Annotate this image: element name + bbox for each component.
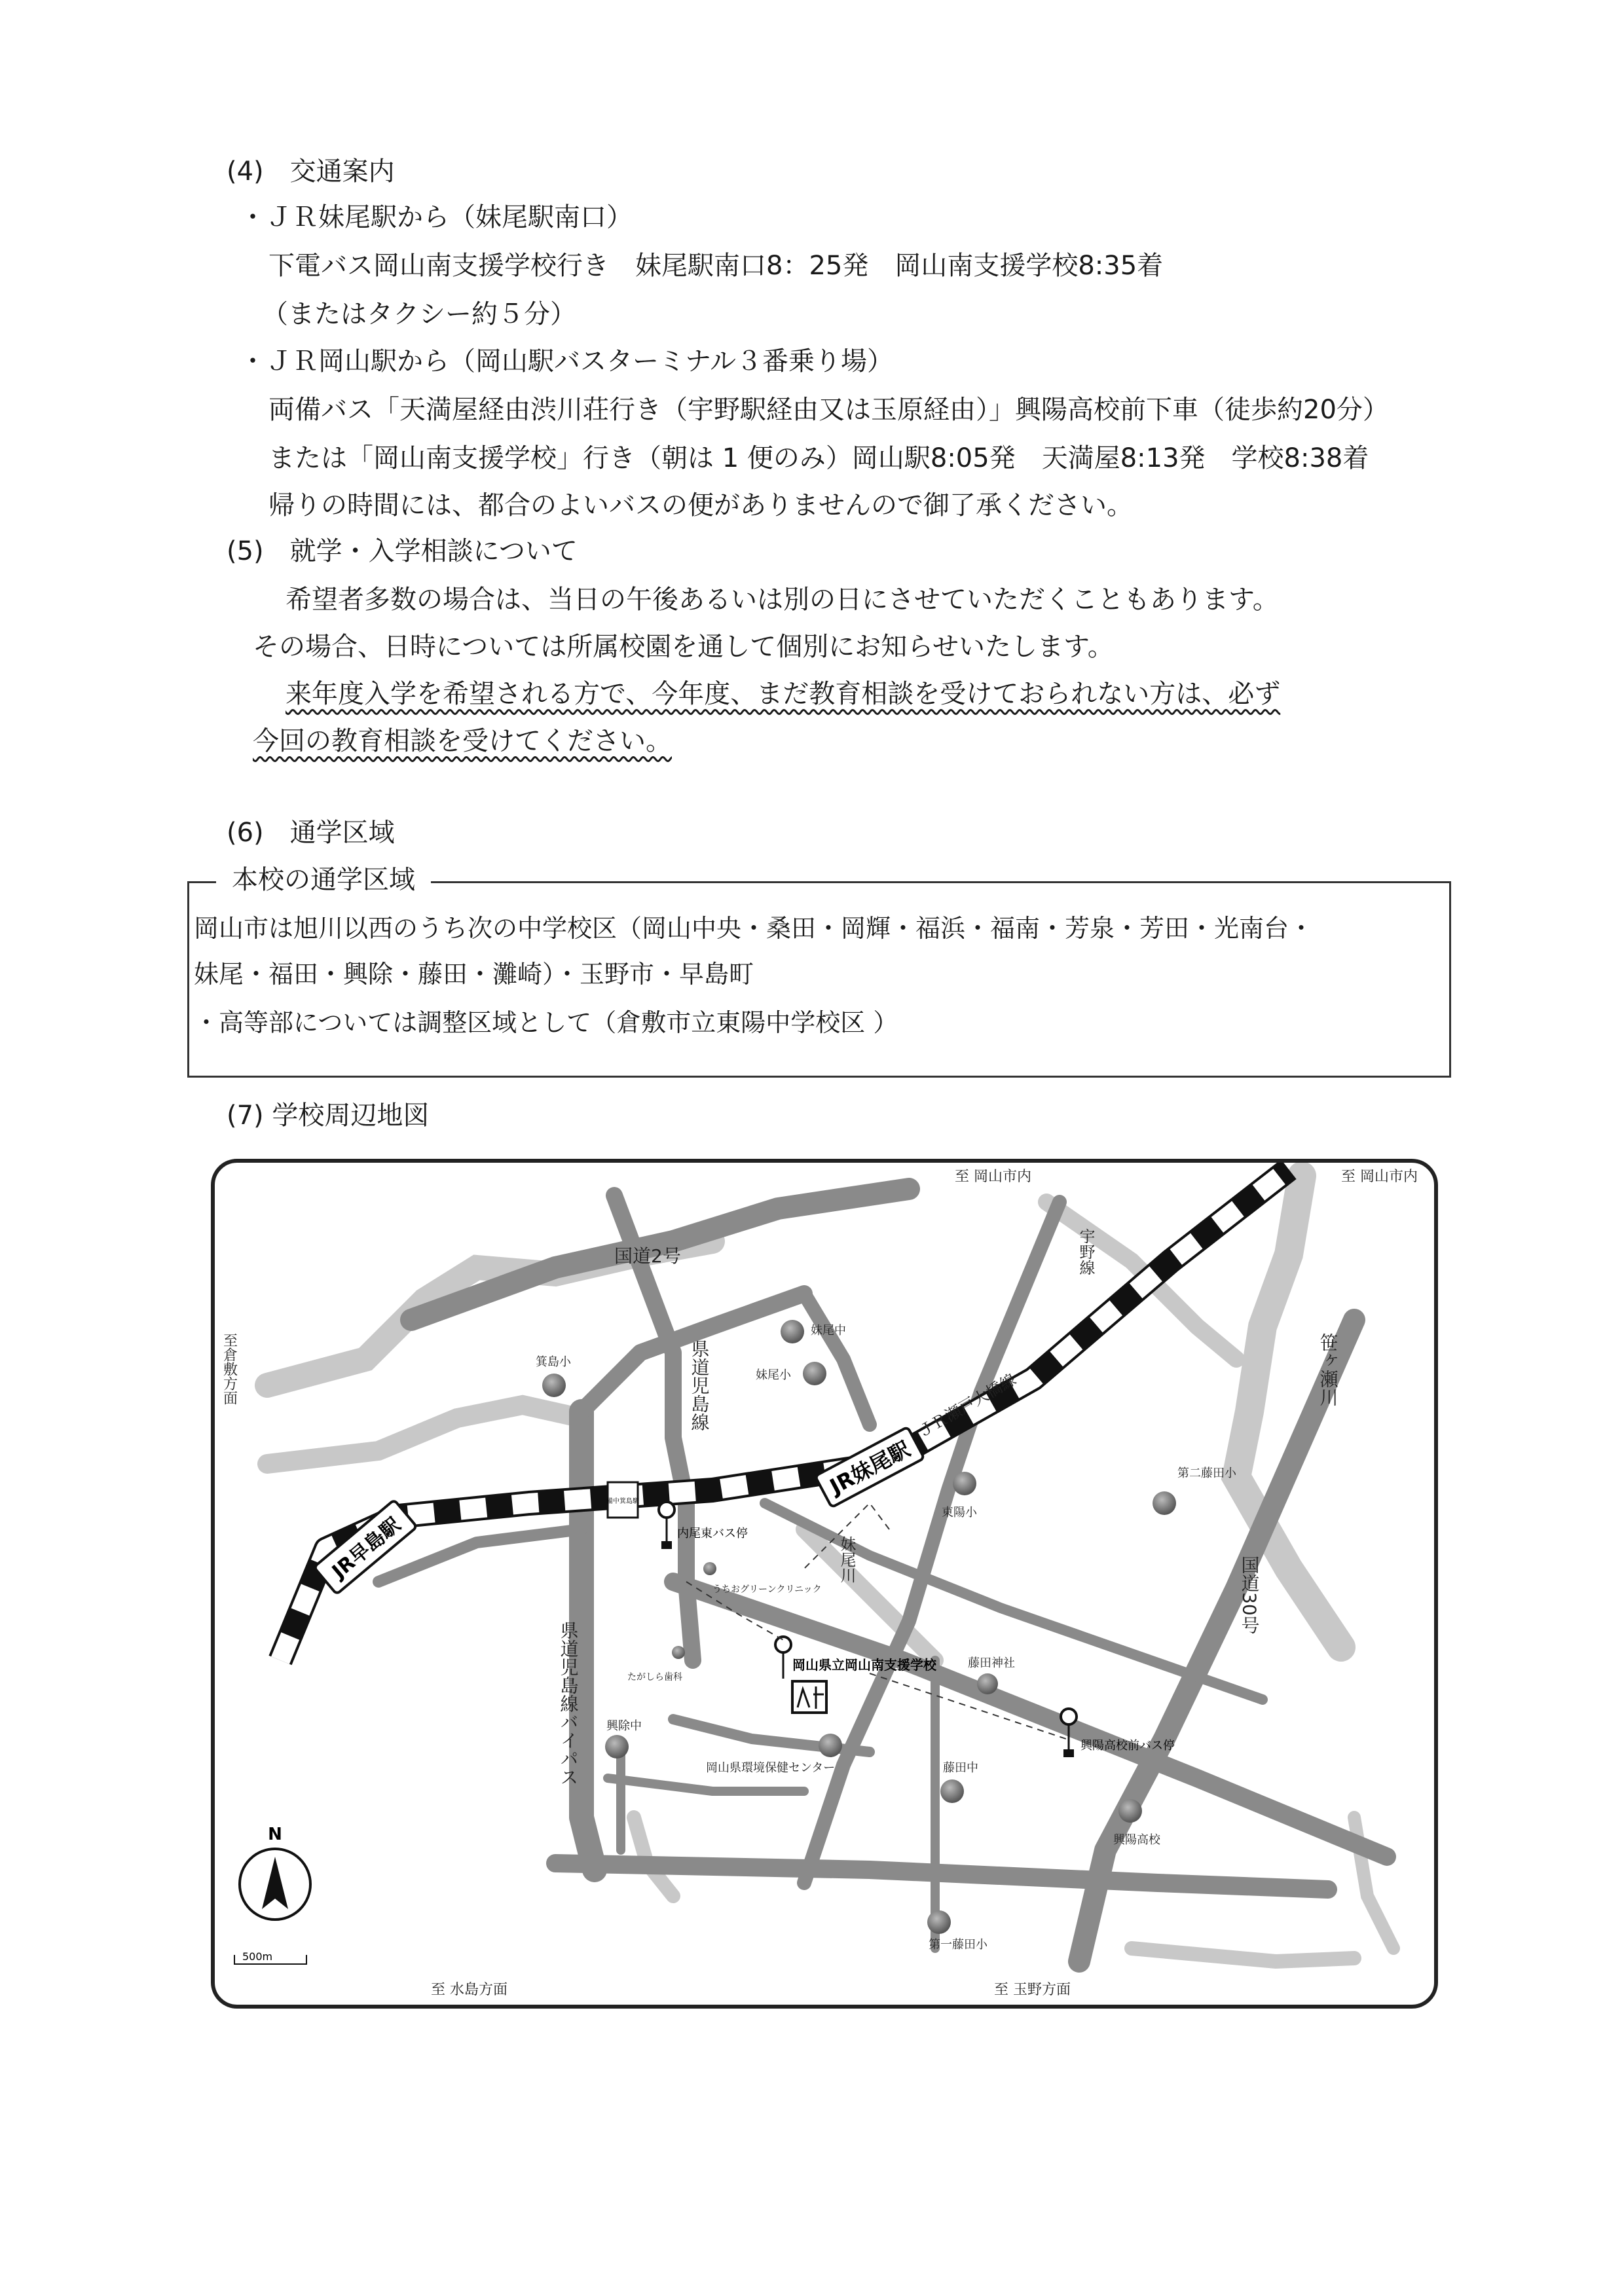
bitchu-station-label: 備中箕島駅 — [606, 1498, 639, 1505]
section-5-heading: (5) 就学・入学相談について — [227, 536, 578, 566]
shrine-marker — [977, 1673, 998, 1694]
dai1-fujita-es-label: 第一藤田小 — [929, 1938, 987, 1952]
road-env-center — [608, 1778, 804, 1791]
route1-line2: （またはタクシー約５分） — [262, 299, 576, 329]
senoo-es-marker — [803, 1362, 826, 1385]
clinic-label: うちおグリーンクリニック — [712, 1584, 822, 1595]
school-area-map — [211, 1159, 1438, 2009]
to-okayama-label-2: 至 岡山市内 — [1341, 1169, 1418, 1185]
route1-line1: 下電バス岡山南支援学校行き 妹尾駅南口8：25発 岡山南支援学校8:35着 — [268, 251, 1164, 281]
kojima-line-label: 県道児島線 — [688, 1339, 710, 1431]
mishima-es-marker — [542, 1374, 566, 1397]
koyo-hs-marker — [1118, 1799, 1142, 1823]
north-arrow — [240, 1825, 310, 1920]
roads — [378, 1189, 1387, 1961]
route1-title: ・ＪＲ妹尾駅から（妹尾駅南口） — [240, 202, 633, 232]
kojo-jhs-label: 興除中 — [606, 1719, 642, 1733]
dai1-fujita-es-marker — [927, 1910, 951, 1934]
dai2-fujita-es-label: 第二藤田小 — [1177, 1467, 1236, 1480]
kojima-bypass-road — [581, 1412, 595, 1870]
dental-marker — [672, 1646, 685, 1659]
consult-notice-line2: 今回の教育相談を受けてください。 — [253, 726, 672, 756]
env-center-label: 岡山県環境保健センター — [706, 1761, 836, 1775]
school-label: 岡山県立岡山南支援学校 — [792, 1657, 936, 1673]
higashio-es-label: 東陽小 — [942, 1506, 977, 1520]
section-6-heading: (6) 通学区域 — [227, 818, 395, 848]
uno-line-label: 宇野線 — [1077, 1228, 1095, 1275]
senoo-jhs-marker — [781, 1320, 804, 1343]
koyo-hs-label: 興陽高校 — [1113, 1833, 1160, 1847]
north-label: N — [268, 1825, 282, 1844]
scale-label: 500m — [242, 1950, 273, 1963]
sasagase-label: 笹ヶ瀬川 — [1317, 1333, 1339, 1406]
district-line2: 妹尾・福田・興除・藤田・灘崎）・玉野市・早島町 — [194, 960, 754, 989]
dai2-fujita-es-marker — [1153, 1491, 1176, 1515]
road-west — [378, 1529, 581, 1582]
section-4-heading: (4) 交通案内 — [227, 156, 395, 187]
to-mizushima-label: 至 水島方面 — [431, 1982, 507, 1998]
consult-para1-line2: その場合、日時については所属校園を通して個別にお知らせいたします。 — [253, 632, 1114, 662]
clinic-marker — [703, 1562, 716, 1575]
river-west — [267, 1405, 581, 1464]
senoo-river-label: 妹尾川 — [838, 1536, 856, 1583]
map-canvas — [215, 1163, 1434, 2005]
bitchu-station — [606, 1482, 639, 1518]
fujita-jhs-marker — [940, 1779, 964, 1803]
dental-label: たがしら歯科 — [627, 1672, 682, 1683]
uchio-bus-label: 内尾東バス停 — [677, 1527, 748, 1540]
fujita-jhs-label: 藤田中 — [943, 1761, 978, 1775]
district-line3: ・高等部については調整区域として（倉敷市立東陽中学校区 ） — [194, 1008, 898, 1037]
road-senoo-north — [804, 1294, 870, 1425]
consult-para1-line1: 希望者多数の場合は、当日の午後あるいは別の日にさせていただくこともあります。 — [286, 585, 1279, 615]
district-line1: 岡山市は旭川以西のうち次の中学校区（岡山中央・桑田・岡輝・福浜・福南・芳泉・芳田・光南台・ — [194, 914, 1314, 943]
koyo-bus-label: 興陽高校前バス停 — [1080, 1739, 1175, 1753]
route2-title: ・ＪＲ岡山駅から（岡山駅バスターミナル３番乗り場） — [240, 346, 893, 376]
school-icon — [792, 1681, 826, 1713]
route30-label: 国道30号 — [1238, 1556, 1261, 1634]
jr-hayashima-station-label: JR早島駅 — [327, 1513, 405, 1584]
senoo-jhs-label: 妹尾中 — [811, 1324, 846, 1338]
rivers — [267, 1176, 1393, 1961]
route2-label: 国道2号 — [614, 1245, 681, 1267]
route2-line2: または「岡山南支援学校」行き（朝は 1 便のみ）岡山駅8:05発 天満屋8:13発 学校8:38着 — [268, 443, 1369, 473]
to-tamano-label: 至 玉野方面 — [994, 1982, 1071, 1998]
to-okayama-label-1: 至 岡山市内 — [955, 1169, 1031, 1185]
shrine-label: 藤田神社 — [968, 1656, 1015, 1670]
jr-senoo-station-label: JR妹尾駅 — [826, 1436, 914, 1499]
river-se — [1132, 1948, 1354, 1961]
kojo-jhs-marker — [605, 1735, 629, 1758]
route-30-road — [1079, 1320, 1354, 1961]
higashio-es-marker — [953, 1472, 976, 1495]
kojima-bypass-label: 県道児島線バイパス — [557, 1621, 580, 1786]
route2-line1: 両備バス「天満屋経由渋川荘行き（宇野駅経由又は玉原経由）」興陽高校前下車（徒歩約20分） — [268, 395, 1389, 425]
mishima-es-label: 箕島小 — [536, 1355, 571, 1369]
jr-senoo-station — [815, 1427, 925, 1508]
section-7-heading: (7) 学校周辺地図 — [227, 1101, 430, 1131]
route2-line3: 帰りの時間には、都合のよいバスの便がありませんので御了承ください。 — [268, 490, 1133, 520]
school-district-box-title: 本校の通学区域 — [216, 864, 431, 896]
scale-bar — [234, 1950, 306, 1964]
to-kurashiki-label: 至倉敷方面 — [221, 1333, 238, 1405]
senoo-es-label: 妹尾小 — [756, 1368, 791, 1382]
env-center-marker — [819, 1734, 842, 1757]
consult-notice-line1: 来年度入学を希望される方で、今年度、まだ教育相談を受けておられない方は、必ず — [286, 679, 1281, 709]
seto-ohashi-label: ＪＲ瀬戸大橋線 — [915, 1370, 1020, 1442]
uchio-bus-stop — [659, 1502, 748, 1549]
